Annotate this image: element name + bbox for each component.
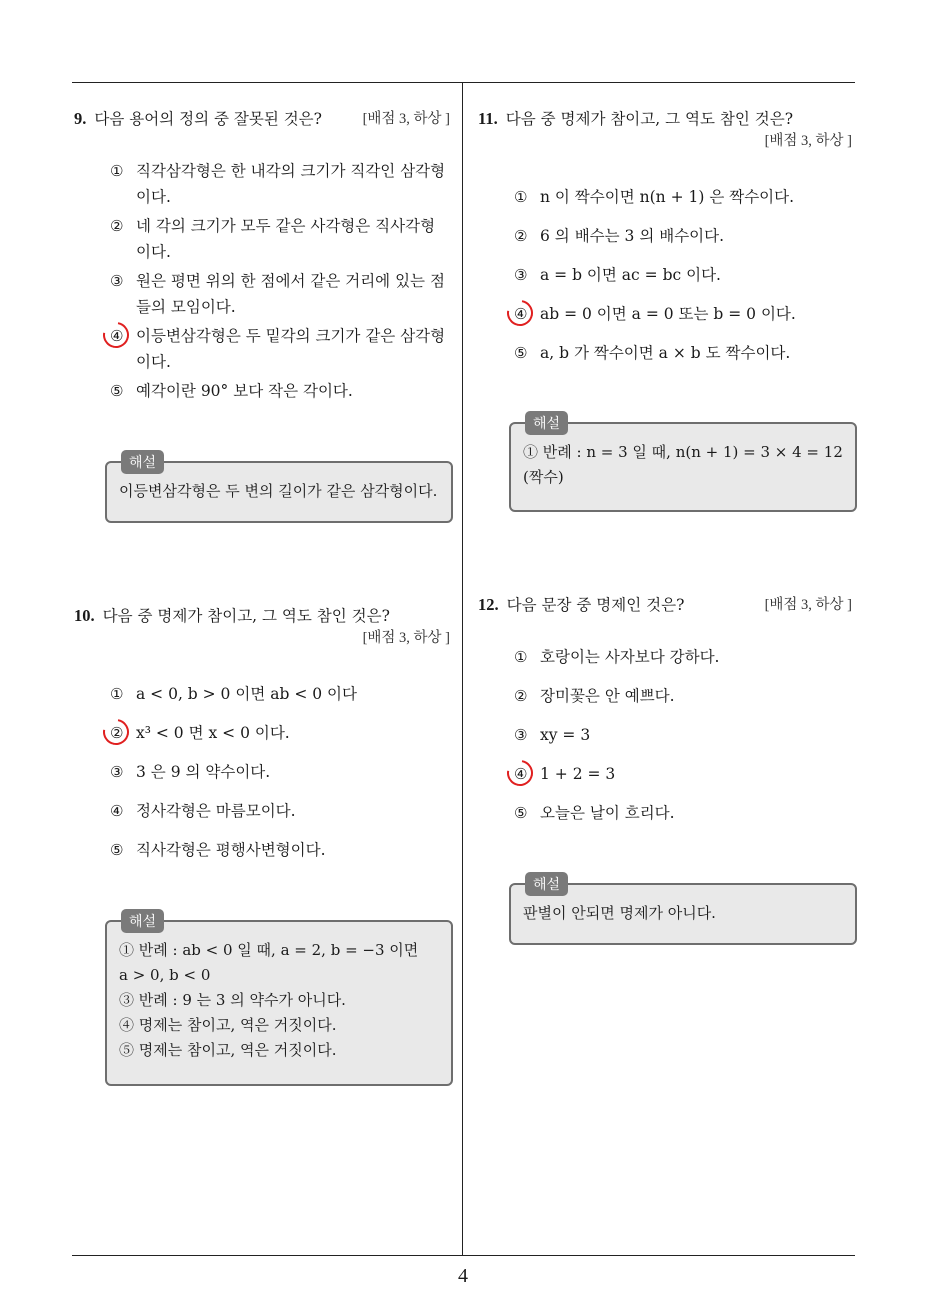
choice-3[interactable]: ③ a = b 이면 ac = bc 이다.: [514, 266, 721, 284]
choice-list: [512, 644, 852, 826]
page-number: 4: [458, 1265, 468, 1287]
choice-2[interactable]: ② 장미꽃은 안 예쁘다.: [514, 687, 675, 705]
question-text: 다음 중 명제가 참이고, 그 역도 참인 것은?: [505, 110, 794, 128]
choice-1[interactable]: ① 직각삼각형은 한 내각의 크기가 직각인 삼각형이다.: [110, 162, 446, 206]
choice-1[interactable]: ① n 이 짝수이면 n(n + 1) 은 짝수이다.: [514, 188, 795, 206]
choice-2[interactable]: ② 네 각의 크기가 모두 같은 사각형은 직사각형이다.: [110, 217, 436, 261]
solution-text: ① 반례 : n = 3 일 때, n(n + 1) = 3 × 4 = 12 (짝수): [523, 443, 843, 486]
choice-5[interactable]: ⑤ 예각이란 90° 보다 작은 각이다.: [110, 382, 353, 400]
question-score: [배점 3, 하상 ]: [764, 597, 852, 613]
problem-12: [478, 594, 852, 822]
solution-tag: 해설: [525, 872, 568, 896]
question-text: 다음 문장 중 명제인 것은?: [506, 596, 685, 614]
solution-tag: 해설: [121, 450, 164, 474]
choice-list: [108, 681, 448, 863]
question-header: [478, 108, 852, 152]
solution-tag: 해설: [525, 411, 568, 435]
solution-box-11: [509, 416, 857, 512]
choice-1[interactable]: ① 호랑이는 사자보다 강하다.: [514, 648, 720, 666]
choice-2[interactable]: ② x³ < 0 면 x < 0 이다.: [108, 720, 448, 746]
solution-box-12: [509, 877, 857, 945]
choice-5[interactable]: ⑤ 직사각형은 평행사변형이다.: [110, 841, 326, 859]
solution-text: 이등변삼각형은 두 변의 길이가 같은 삼각형이다.: [119, 482, 438, 500]
choice-2[interactable]: ② 6 의 배수는 3 의 배수이다.: [514, 227, 725, 245]
problem-10: [74, 605, 450, 859]
choice-4[interactable]: ④ 정사각형은 마름모이다.: [110, 802, 296, 820]
question-header: [74, 605, 450, 649]
column-divider: [462, 83, 463, 1256]
question-header: [74, 108, 450, 130]
bottom-rule: [72, 1255, 855, 1256]
question-number: 10.: [74, 606, 95, 625]
question-number: 9.: [74, 109, 87, 128]
choice-1[interactable]: ① a < 0, b > 0 이면 ab < 0 이다: [110, 685, 357, 703]
choice-4[interactable]: ④ 이등변삼각형은 두 밑각의 크기가 같은 삼각형이다.: [108, 323, 448, 375]
solution-text: ① 반례 : ab < 0 일 때, a = 2, b = −3 이면 a > 0, b < 0 ③ 반례 : 9 는 3 의 약수가 아니다. ④ 명제는 참이고, 역은 거짓이다. ⑤ 명제는 참이고, 역은 거짓이다.: [119, 941, 419, 1059]
choice-list: [512, 184, 852, 366]
question-score: [배점 3, 하상 ]: [362, 111, 450, 127]
solution-text: 판별이 안되면 명제가 아니다.: [523, 904, 716, 922]
question-text: 다음 중 명제가 참이고, 그 역도 참인 것은?: [102, 607, 390, 625]
choice-3[interactable]: ③ xy = 3: [514, 726, 591, 744]
top-rule: [72, 82, 855, 83]
choice-5[interactable]: ⑤ a, b 가 짝수이면 a × b 도 짝수이다.: [514, 344, 791, 362]
choice-list: [108, 158, 448, 404]
choice-5[interactable]: ⑤ 오늘은 날이 흐리다.: [514, 804, 675, 822]
choice-3[interactable]: ③ 3 은 9 의 약수이다.: [110, 763, 271, 781]
solution-box-9: [105, 455, 453, 523]
question-number: 12.: [478, 595, 499, 614]
choice-3[interactable]: ③ 원은 평면 위의 한 점에서 같은 거리에 있는 점들의 모임이다.: [110, 272, 445, 316]
question-score: [배점 3, 하상 ]: [362, 630, 450, 646]
solution-box-10: [105, 914, 453, 1086]
question-text: 다음 용어의 정의 중 잘못된 것은?: [94, 110, 322, 128]
question-header: [478, 594, 852, 616]
choice-4[interactable]: ④ ab = 0 이면 a = 0 또는 b = 0 이다.: [512, 301, 852, 327]
problem-11: [478, 108, 852, 362]
choice-4[interactable]: ④ 1 + 2 = 3: [512, 761, 852, 787]
problem-9: [74, 108, 450, 400]
question-number: 11.: [478, 109, 498, 128]
solution-tag: 해설: [121, 909, 164, 933]
question-score: [배점 3, 하상 ]: [764, 133, 852, 149]
